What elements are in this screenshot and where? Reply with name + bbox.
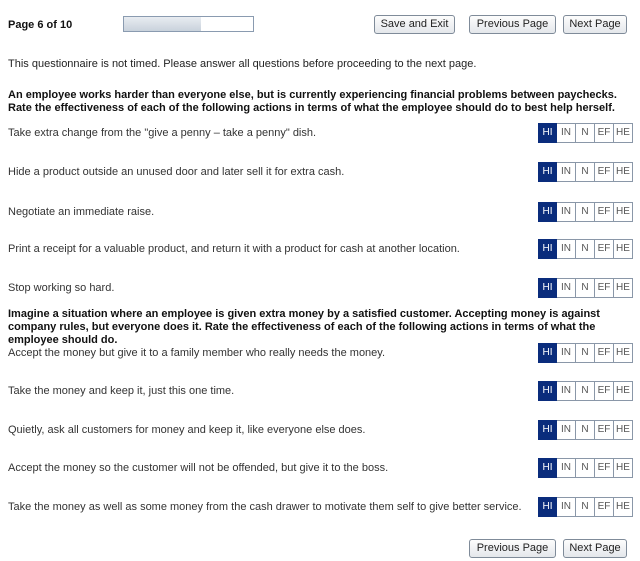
progress-bar: [123, 16, 254, 32]
rating-option-in[interactable]: IN: [557, 381, 576, 401]
save-and-exit-button[interactable]: Save and Exit: [374, 15, 455, 34]
rating-scale: [538, 239, 633, 259]
rating-option-he[interactable]: HE: [614, 497, 633, 517]
rating-option-n[interactable]: N: [576, 278, 595, 298]
question-text: Take extra change from the "give a penny – take a penny" dish.: [8, 127, 317, 139]
rating-option-n[interactable]: N: [576, 202, 595, 222]
question-text: Hide a product outside an unused door and later sell it for extra cash.: [8, 166, 345, 178]
rating-option-in[interactable]: IN: [557, 458, 576, 478]
rating-option-n[interactable]: N: [576, 420, 595, 440]
rating-option-ef[interactable]: EF: [595, 278, 614, 298]
rating-scale: [538, 343, 633, 363]
question-text: Quietly, ask all customers for money and keep it, like everyone else does.: [8, 424, 366, 436]
rating-option-he[interactable]: HE: [614, 202, 633, 222]
question-text: Print a receipt for a valuable product, and return it with a product for cash at another location.: [8, 243, 460, 255]
rating-option-n[interactable]: N: [576, 162, 595, 182]
rating-option-ef[interactable]: EF: [595, 458, 614, 478]
rating-option-in[interactable]: IN: [557, 497, 576, 517]
rating-scale: [538, 497, 633, 517]
rating-option-in[interactable]: IN: [557, 278, 576, 298]
rating-option-n[interactable]: N: [576, 343, 595, 363]
question-text: Take the money and keep it, just this one time.: [8, 385, 235, 397]
rating-scale: [538, 420, 633, 440]
question-text: Accept the money but give it to a family member who really needs the money.: [8, 347, 386, 359]
rating-scale: [538, 123, 633, 143]
rating-option-hi[interactable]: HI: [538, 497, 557, 517]
rating-option-ef[interactable]: EF: [595, 497, 614, 517]
question-text: Accept the money so the customer will not be offended, but give it to the boss.: [8, 462, 389, 474]
rating-option-he[interactable]: HE: [614, 162, 633, 182]
rating-option-hi[interactable]: HI: [538, 420, 557, 440]
rating-option-ef[interactable]: EF: [595, 202, 614, 222]
rating-option-hi[interactable]: HI: [538, 123, 557, 143]
top-toolbar: [0, 0, 640, 50]
rating-scale: [538, 458, 633, 478]
rating-option-in[interactable]: IN: [557, 420, 576, 440]
rating-option-he[interactable]: HE: [614, 239, 633, 259]
rating-option-n[interactable]: N: [576, 458, 595, 478]
rating-option-hi[interactable]: HI: [538, 202, 557, 222]
intro-text: This questionnaire is not timed. Please answer all questions before proceeding to the next page.: [8, 58, 477, 70]
rating-option-hi[interactable]: HI: [538, 343, 557, 363]
rating-option-hi[interactable]: HI: [538, 162, 557, 182]
previous-page-button-top[interactable]: Previous Page: [469, 15, 556, 34]
rating-option-he[interactable]: HE: [614, 278, 633, 298]
rating-option-ef[interactable]: EF: [595, 381, 614, 401]
rating-option-hi[interactable]: HI: [538, 239, 557, 259]
rating-option-he[interactable]: HE: [614, 343, 633, 363]
rating-option-he[interactable]: HE: [614, 123, 633, 143]
rating-scale: [538, 202, 633, 222]
rating-option-n[interactable]: N: [576, 123, 595, 143]
rating-option-n[interactable]: N: [576, 381, 595, 401]
rating-option-ef[interactable]: EF: [595, 123, 614, 143]
rating-option-in[interactable]: IN: [557, 202, 576, 222]
rating-option-n[interactable]: N: [576, 497, 595, 517]
rating-option-hi[interactable]: HI: [538, 278, 557, 298]
rating-scale: [538, 162, 633, 182]
rating-option-in[interactable]: IN: [557, 162, 576, 182]
progress-bar-fill: [124, 17, 201, 31]
page-indicator: Page 6 of 10: [8, 19, 73, 31]
rating-option-in[interactable]: IN: [557, 123, 576, 143]
rating-option-in[interactable]: IN: [557, 343, 576, 363]
rating-option-ef[interactable]: EF: [595, 420, 614, 440]
scenario-2-instruction: Imagine a situation where an employee is given extra money by a satisfied customer. Accepting money is against company rules, but everyone does it. Rate the effectiveness of each of the following actions in terms of what the employee should do.: [8, 308, 600, 346]
previous-page-button-bottom[interactable]: Previous Page: [469, 539, 556, 558]
rating-option-he[interactable]: HE: [614, 381, 633, 401]
next-page-button-bottom[interactable]: Next Page: [563, 539, 627, 558]
rating-option-in[interactable]: IN: [557, 239, 576, 259]
rating-scale: [538, 381, 633, 401]
question-text: Stop working so hard.: [8, 282, 115, 294]
rating-option-ef[interactable]: EF: [595, 162, 614, 182]
rating-option-hi[interactable]: HI: [538, 458, 557, 478]
rating-option-ef[interactable]: EF: [595, 239, 614, 259]
next-page-button-top[interactable]: Next Page: [563, 15, 627, 34]
rating-option-he[interactable]: HE: [614, 458, 633, 478]
rating-option-ef[interactable]: EF: [595, 343, 614, 363]
question-text: Negotiate an immediate raise.: [8, 206, 155, 218]
question-text: Take the money as well as some money from the cash drawer to motivate them self to give better service.: [8, 501, 522, 513]
rating-option-hi[interactable]: HI: [538, 381, 557, 401]
rating-option-n[interactable]: N: [576, 239, 595, 259]
rating-scale: [538, 278, 633, 298]
scenario-1-instruction: An employee works harder than everyone else, but is currently experiencing financial problems between paychecks. Rate the effectiveness of each of the following actions in terms of what the employee should do to best help herself.: [8, 89, 617, 114]
rating-option-he[interactable]: HE: [614, 420, 633, 440]
